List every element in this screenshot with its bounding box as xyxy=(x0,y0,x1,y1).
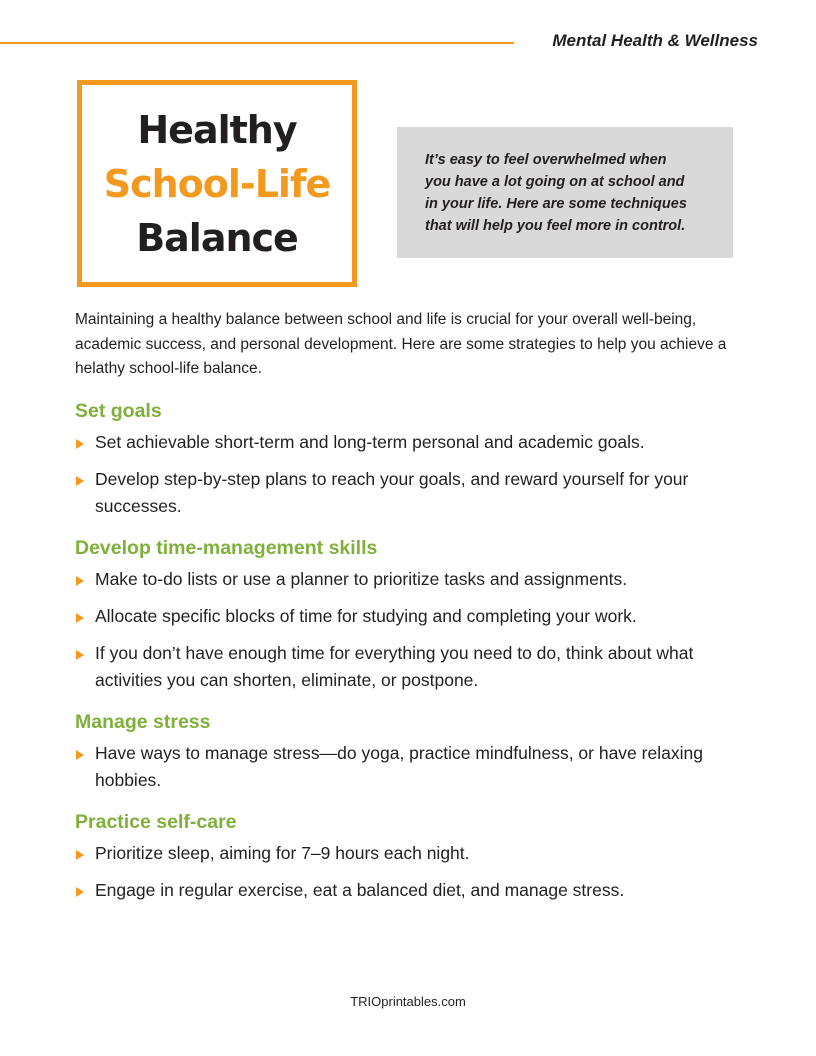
list-item-text: Prioritize sleep, aiming for 7–9 hours each night. xyxy=(95,843,470,863)
title-box xyxy=(77,80,357,287)
list-item-text: Allocate specific blocks of time for studying and completing your work. xyxy=(95,606,637,626)
section-heading: Practice self-care xyxy=(75,811,237,833)
strategy-sections xyxy=(75,398,735,919)
list-item xyxy=(75,566,735,593)
triangle-bullet-icon xyxy=(76,850,84,860)
section-self-care xyxy=(75,809,735,904)
intro-line-1: It’s easy to feel overwhelmed when xyxy=(425,152,667,168)
triangle-bullet-icon xyxy=(76,476,84,486)
list-item xyxy=(75,429,735,456)
section-heading: Set goals xyxy=(75,400,162,422)
intro-paragraph: Maintaining a healthy balance between school and life is crucial for your overall well-being, academic success, and personal development. Here are some strategies to help you achieve a helathy school-life balance. xyxy=(75,311,727,377)
section-heading: Develop time-management skills xyxy=(75,537,378,559)
bullet-list xyxy=(75,429,735,520)
category-label: Mental Health & Wellness xyxy=(552,31,758,50)
section-manage-stress xyxy=(75,709,735,794)
list-item-text: Make to-do lists or use a planner to prioritize tasks and assignments. xyxy=(95,569,628,589)
triangle-bullet-icon xyxy=(76,887,84,897)
intro-line-4: that will help you feel more in control. xyxy=(425,218,686,234)
title-line-2: School-Life xyxy=(103,161,331,206)
list-item-text: Develop step-by-step plans to reach your goals, and reward yourself for your successes. xyxy=(95,469,689,516)
triangle-bullet-icon xyxy=(76,750,84,760)
triangle-bullet-icon xyxy=(76,439,84,449)
list-item xyxy=(75,740,735,794)
section-time-management xyxy=(75,535,735,694)
intro-callout xyxy=(397,127,733,258)
list-item xyxy=(75,466,735,520)
triangle-bullet-icon xyxy=(76,650,84,660)
list-item xyxy=(75,603,735,630)
intro-line-3: in your life. Here are some techniques xyxy=(425,196,687,212)
list-item-text: If you don’t have enough time for everything you need to do, think about what activities you can shorten, eliminate, or postpone. xyxy=(95,643,694,690)
section-heading: Manage stress xyxy=(75,711,211,733)
triangle-bullet-icon xyxy=(76,613,84,623)
bullet-list xyxy=(75,740,735,794)
list-item-text: Engage in regular exercise, eat a balanced diet, and manage stress. xyxy=(95,880,625,900)
section-set-goals xyxy=(75,398,735,520)
list-item xyxy=(75,840,735,867)
list-item-text: Set achievable short-term and long-term personal and academic goals. xyxy=(95,432,645,452)
list-item-text: Have ways to manage stress—do yoga, practice mindfulness, or have relaxing hobbies. xyxy=(95,743,703,790)
triangle-bullet-icon xyxy=(76,576,84,586)
bullet-list xyxy=(75,840,735,904)
header-rule xyxy=(0,42,514,44)
list-item xyxy=(75,877,735,904)
footer-site-link[interactable]: TRIOprintables.com xyxy=(350,994,466,1009)
bullet-list xyxy=(75,566,735,694)
intro-line-2: you have a lot going on at school and xyxy=(425,174,685,190)
title-line-1: Healthy xyxy=(137,107,297,152)
title-line-3: Balance xyxy=(136,215,298,260)
list-item xyxy=(75,640,735,694)
